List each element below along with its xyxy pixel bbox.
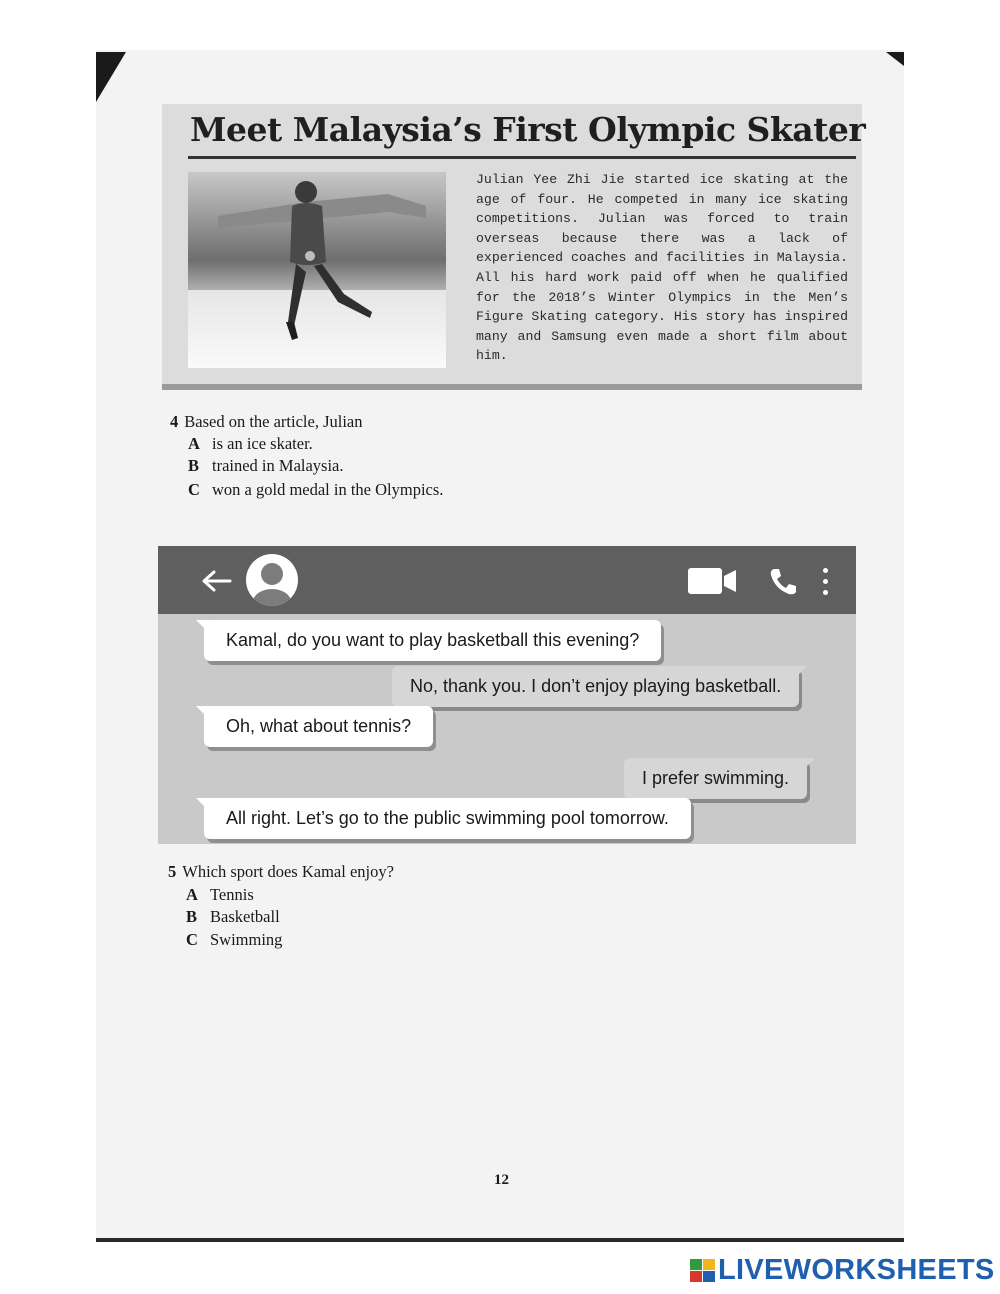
message-incoming: All right. Let’s go to the public swimming pool tomorrow. [204,798,691,839]
option-letter: A [188,434,200,453]
option-text: Tennis [210,885,254,904]
option-c[interactable] [188,480,443,500]
question-text: Based on the article, Julian [184,412,363,431]
page-bottom-edge [96,1238,904,1242]
option-c[interactable] [186,930,282,950]
message-incoming: Kamal, do you want to play basketball this evening? [204,620,661,661]
option-text: Basketball [210,907,280,926]
back-arrow-icon [200,566,234,596]
option-text: won a gold medal in the Olympics. [212,480,444,499]
chat-header-bar [158,546,856,614]
logo-text: LIVEWORKSHEETS [718,1254,995,1286]
question-number: 5 [168,862,177,881]
skater-figure [188,172,446,368]
option-letter: C [186,930,198,949]
option-letter: B [186,907,198,926]
message-outgoing: No, thank you. I don’t enjoy playing basketball. [392,666,799,707]
avatar-icon [246,554,298,606]
page-number: 12 [494,1172,509,1188]
logo-grid-icon [690,1259,716,1283]
option-b[interactable] [188,456,344,476]
more-vertical-icon [822,568,830,596]
option-a[interactable] [188,434,313,454]
skater-photo [188,172,446,368]
option-letter: B [188,456,200,475]
option-letter: A [186,885,198,904]
message-outgoing: I prefer swimming. [624,758,807,799]
message-incoming: Oh, what about tennis? [204,706,433,747]
question-5 [168,862,394,882]
option-text: trained in Malaysia. [212,456,344,475]
article-body: Julian Yee Zhi Jie started ice skating at the age of four. He competed in many ice skating competitions. Julian was forced to train overseas because there was a lack of experienced coaches and facilities in Malaysia. All his hard work paid off when he qualified for the 2018’s Winter Olympics in the Men’s Figure Skating category. His story has inspired many and Samsung even made a short film about him. [476,172,848,364]
option-letter: C [188,480,200,499]
question-4 [170,412,363,432]
article-title: Meet Malaysia’s First Olympic Skater [190,110,866,149]
chat-screen [158,546,856,844]
question-text: Which sport does Kamal enjoy? [182,862,394,881]
article-box [162,104,866,390]
option-b[interactable] [186,907,280,927]
title-underline [188,156,856,159]
option-a[interactable] [186,885,254,905]
option-text: Swimming [210,930,283,949]
phone-icon [768,566,798,596]
video-call-icon [688,568,738,594]
option-text: is an ice skater. [212,434,313,453]
question-number: 4 [170,412,179,431]
